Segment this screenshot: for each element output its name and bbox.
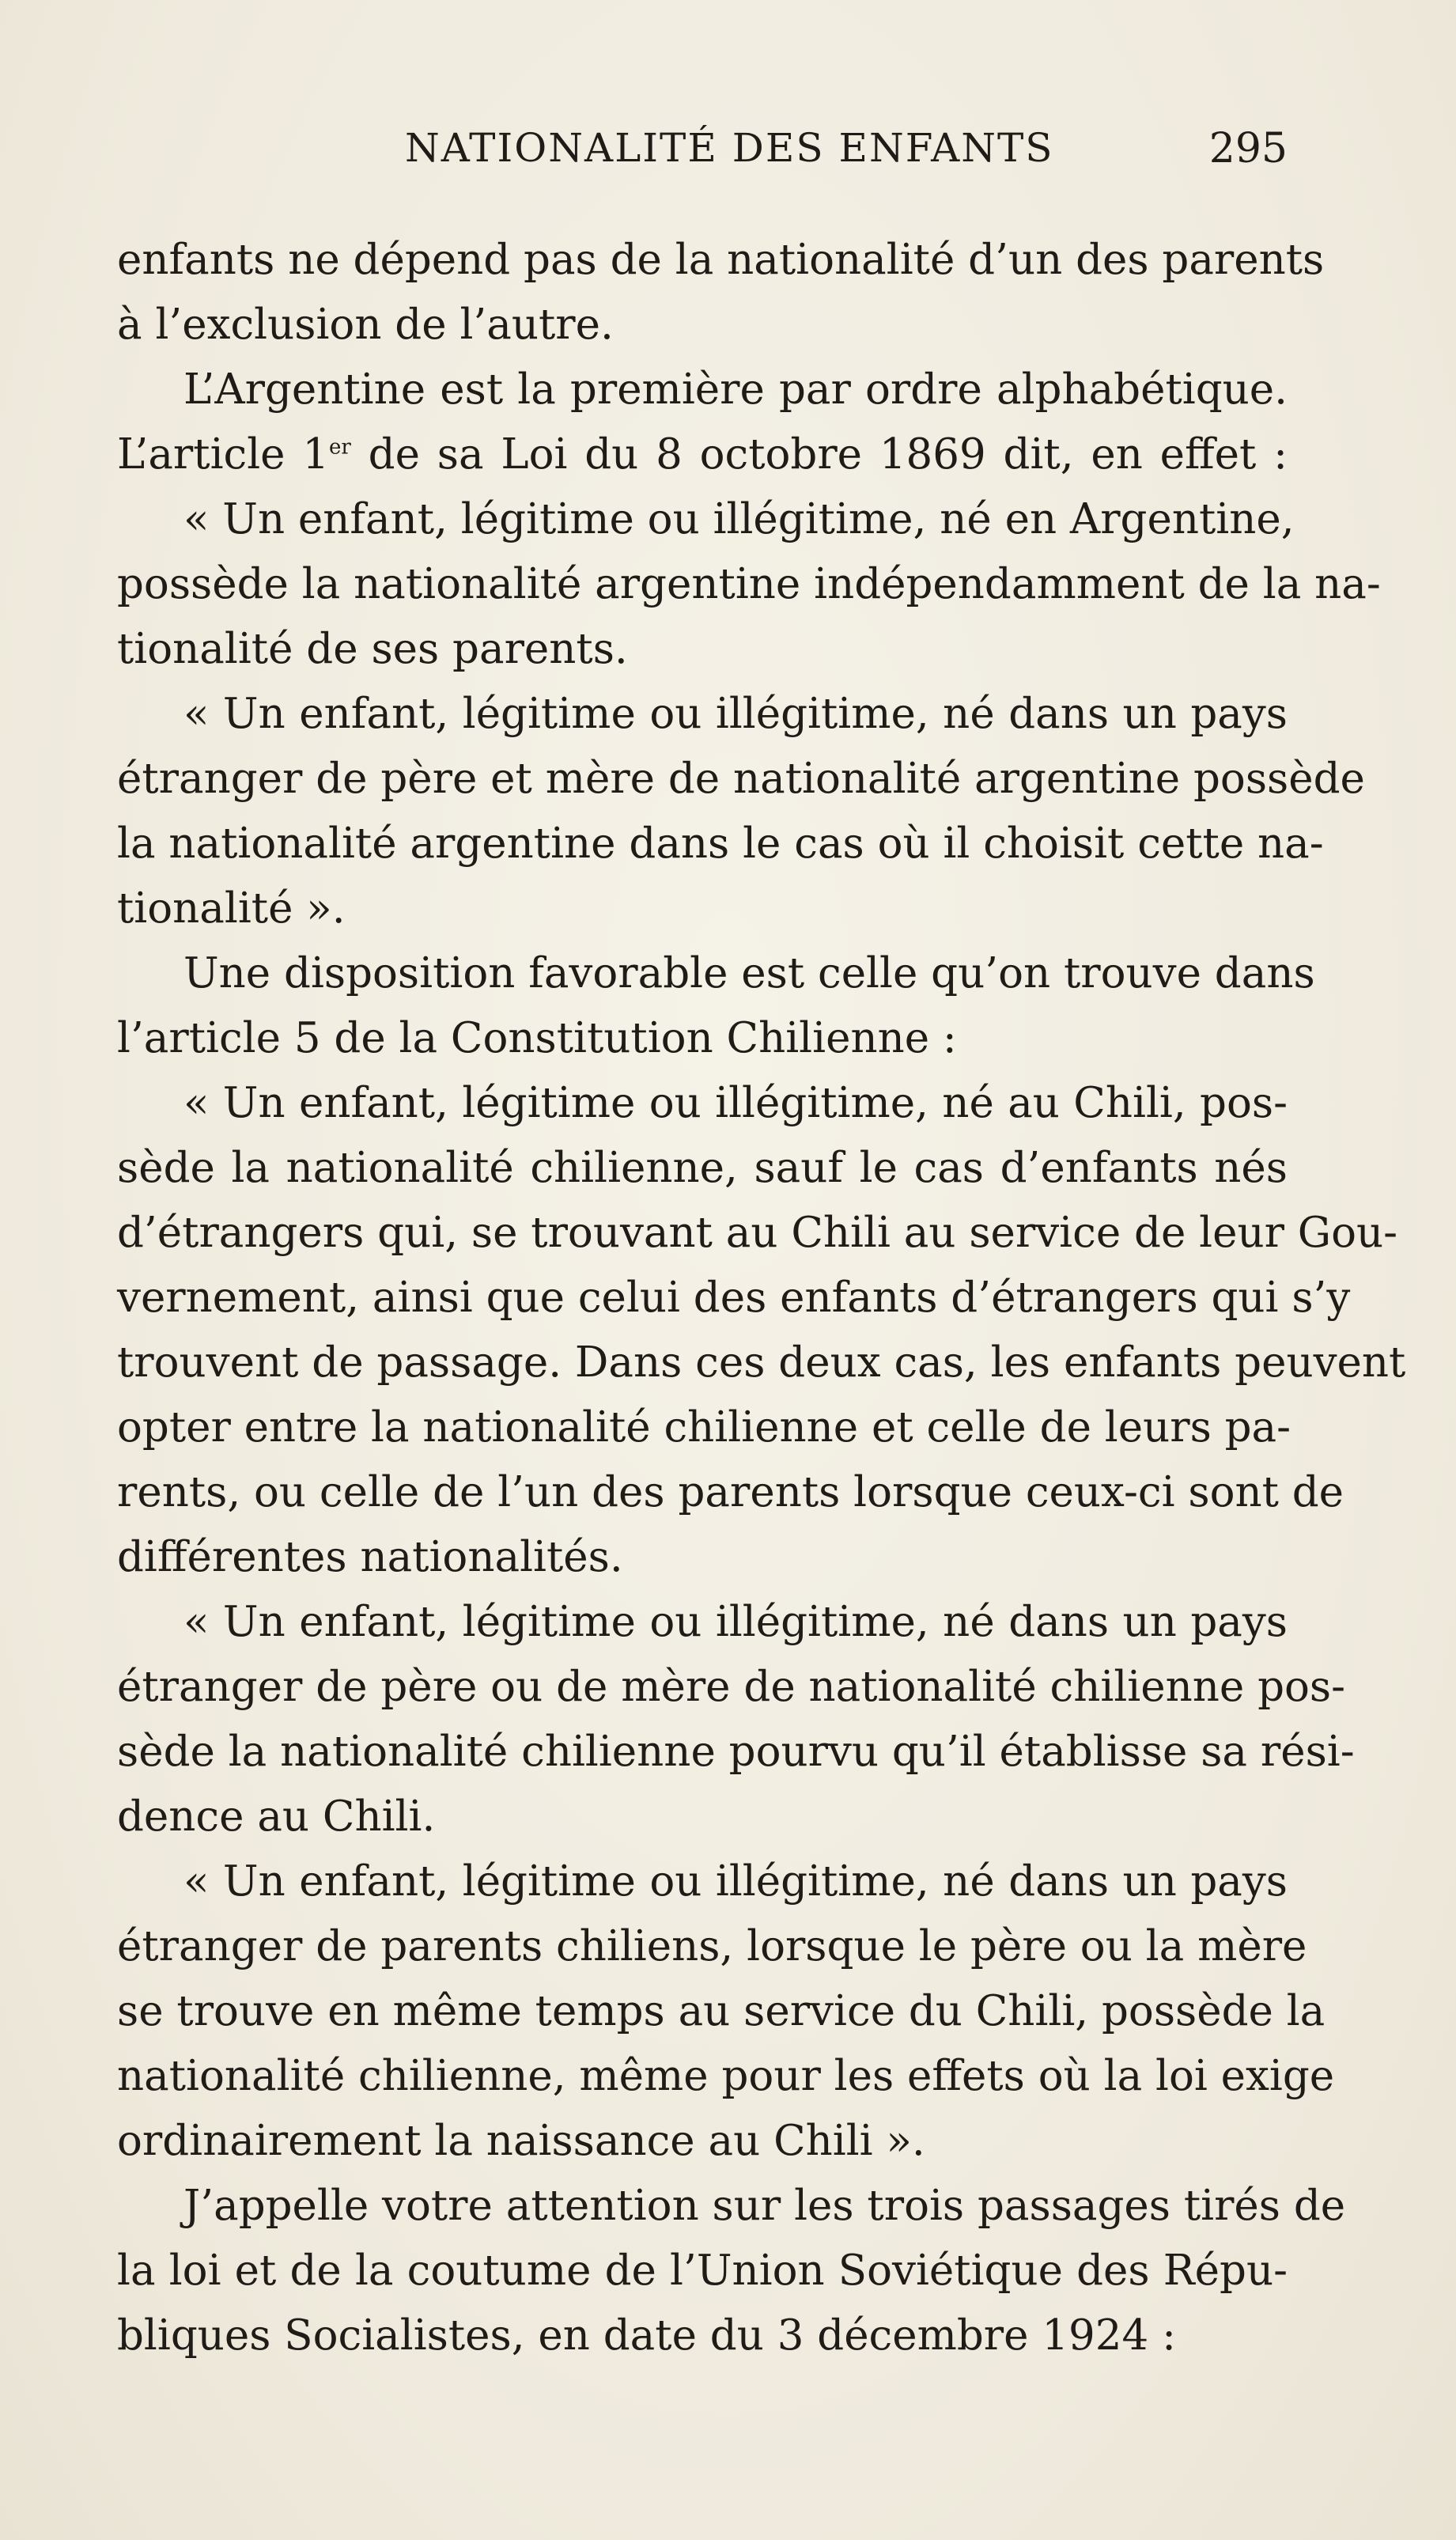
text-line: à l’exclusion de l’autre. bbox=[117, 301, 614, 349]
ordinal-superscript: er bbox=[329, 435, 351, 460]
text-line: possède la nationalité argentine indépendamment de la na- bbox=[117, 560, 1381, 608]
running-title: NATIONALITÉ DES ENFANTS bbox=[405, 125, 1054, 171]
text-line: étranger de père ou de mère de nationalité chilienne pos- bbox=[117, 1663, 1346, 1711]
text-line: la loi et de la coutume de l’Union Soviétique des Répu- bbox=[117, 2247, 1288, 2295]
text-line: rents, ou celle de l’un des parents lorsque ceux-ci sont de bbox=[117, 1468, 1344, 1516]
article-prefix: L’article 1 bbox=[117, 430, 330, 479]
text-line bbox=[117, 422, 1288, 487]
text-line: ordinairement la naissance au Chili ». bbox=[117, 2117, 925, 2165]
quote-line: « Un enfant, légitime ou illégitime, né dans un pays bbox=[183, 1598, 1288, 1646]
text-line: étranger de parents chiliens, lorsque le père ou la mère bbox=[117, 1922, 1307, 1970]
text-line: l’article 5 de la Constitution Chilienne : bbox=[117, 1014, 957, 1062]
quote-line: « Un enfant, légitime ou illégitime, né au Chili, pos- bbox=[183, 1079, 1288, 1127]
quote-line: « Un enfant, légitime ou illégitime, né dans un pays bbox=[183, 1857, 1288, 1906]
text-line: enfants ne dépend pas de la nationalité d’un des parents bbox=[117, 236, 1325, 284]
page-body bbox=[117, 228, 1406, 2368]
text-line: Une disposition favorable est celle qu’on trouve dans bbox=[183, 949, 1315, 997]
text-line: J’appelle votre attention sur les trois passages tirés de bbox=[183, 2182, 1346, 2230]
page-header bbox=[117, 125, 1288, 180]
text-line: la nationalité argentine dans le cas où il choisit cette na- bbox=[117, 820, 1324, 868]
text-line: étranger de père et mère de nationalité argentine possède bbox=[117, 755, 1365, 803]
text-line: d’étrangers qui, se trouvant au Chili au service de leur Gou- bbox=[117, 1209, 1398, 1257]
text-line: se trouve en même temps au service du Chili, possède la bbox=[117, 1987, 1326, 2035]
article-suffix: de sa Loi du 8 octobre 1869 dit, en effet : bbox=[350, 430, 1288, 479]
page-number: 295 bbox=[1208, 125, 1288, 172]
quote-line: « Un enfant, légitime ou illégitime, né dans un pays bbox=[183, 690, 1288, 738]
text-line: nationalité chilienne, même pour les effets où la loi exige bbox=[117, 2052, 1335, 2100]
text-line: sède la nationalité chilienne, sauf le cas d’enfants nés bbox=[117, 1144, 1288, 1192]
text-line: tionalité de ses parents. bbox=[117, 625, 628, 673]
text-line: trouvent de passage. Dans ces deux cas, les enfants peuvent bbox=[117, 1338, 1406, 1387]
text-line: différentes nationalités. bbox=[117, 1533, 623, 1581]
text-line: dence au Chili. bbox=[117, 1792, 436, 1841]
text-line: vernement, ainsi que celui des enfants d’étrangers qui s’y bbox=[117, 1274, 1351, 1322]
text-line: tionalité ». bbox=[117, 884, 346, 933]
text-line: opter entre la nationalité chilienne et celle de leurs pa- bbox=[117, 1403, 1291, 1452]
text-line: bliques Socialistes, en date du 3 décembre 1924 : bbox=[117, 2311, 1176, 2360]
text-line: sède la nationalité chilienne pourvu qu’il établisse sa rési- bbox=[117, 1728, 1355, 1776]
quote-line: « Un enfant, légitime ou illégitime, né en Argentine, bbox=[183, 495, 1295, 543]
text-line: L’Argentine est la première par ordre alphabétique. bbox=[183, 365, 1288, 414]
